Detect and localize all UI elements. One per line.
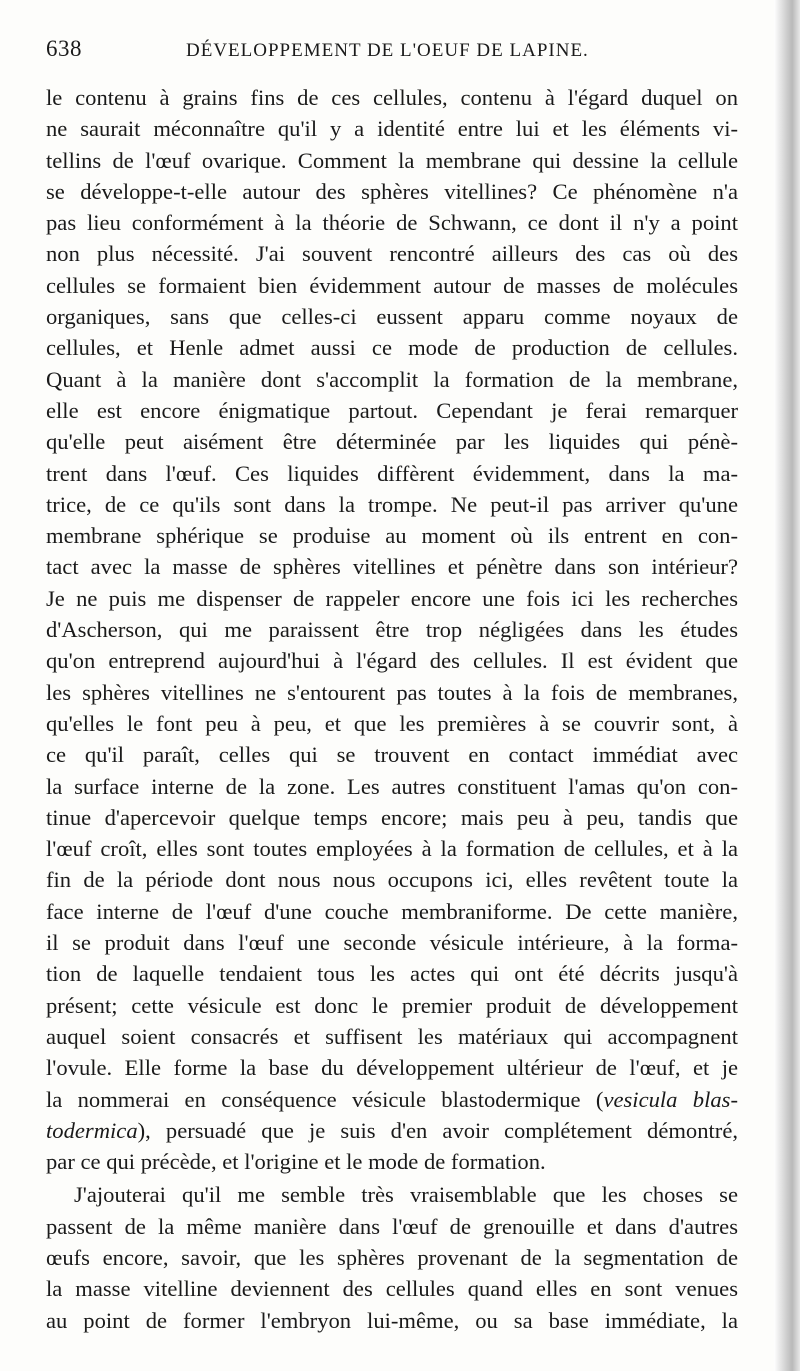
body-text (46, 82, 738, 1336)
text-line: le contenu à grains fins de ces cellules, contenu à l'égard duquel on (46, 85, 738, 110)
running-head: DÉVELOPPEMENT DE L'OEUF DE LAPINE. (186, 40, 589, 61)
text-line: tion de laquelle tendaient tous les actes qui ont été décrits jusqu'à (46, 961, 738, 987)
text-line: J'ajouterai qu'il me semble très vraisemblable que les choses se (74, 1182, 738, 1208)
text-line: tinue d'apercevoir quelque temps encore; mais peu à peu, tandis que (46, 804, 738, 830)
text-line: ce qu'il paraît, celles qui se trouvent en contact immédiat avec (46, 742, 738, 768)
book-spine-shadow (774, 0, 800, 1371)
text-line: Quant à la manière dont s'accomplit la formation de la membrane, (46, 366, 738, 392)
text-line: d'Ascherson, qui me paraissent être trop négligées dans les études (46, 617, 738, 643)
text-line: pas lieu conformément à la théorie de Schwann, ce dont il n'y a point (46, 210, 738, 236)
text-line: se développe-t-elle autour des sphères vitellines? Ce phénomène n'a (46, 178, 738, 204)
text-line: face interne de l'œuf d'une couche membraniforme. De cette manière, (46, 898, 738, 924)
text-line: par ce qui précède, et l'origine et le mode de formation. (46, 1149, 546, 1175)
text-line: trent dans l'œuf. Ces liquides diffèrent évidemment, dans la ma- (46, 460, 738, 486)
text-line: l'ovule. Elle forme la base du développement ultérieur de l'œuf, et je (46, 1055, 738, 1081)
text-line: ne saurait méconnaître qu'il y a identité entre lui et les éléments vi- (46, 116, 738, 142)
italic-term: vesicula blas- (603, 1086, 738, 1112)
text-line: cellules, et Henle admet aussi ce mode de production de cellules. (46, 335, 738, 361)
text-line: passent de la même manière dans l'œuf de grenouille et dans d'autres (46, 1213, 738, 1239)
text-line: trice, de ce qu'ils sont dans la trompe. Ne peut-il pas arriver qu'une (46, 491, 738, 517)
text-line: il se produit dans l'œuf une seconde vésicule intérieure, à la forma- (46, 930, 738, 956)
text-line: todermica), persuadé que je suis d'en avoir complétement démontré, (46, 1117, 738, 1143)
page-number: 638 (46, 36, 82, 61)
text-line: qu'elle peut aisément être déterminée par les liquides qui pénè- (46, 429, 738, 455)
page-header (46, 36, 738, 70)
text-line: au point de former l'embryon lui-même, ou sa base immédiate, la (46, 1307, 738, 1333)
text-line: qu'elles le font peu à peu, et que les premières à se couvrir sont, à (46, 710, 738, 736)
italic-term: todermica (46, 1117, 138, 1143)
text-line: cellules se formaient bien évidemment autour de masses de molécules (46, 272, 738, 298)
text-line: la nommerai en conséquence vésicule blastodermique (vesicula blas- (46, 1086, 738, 1112)
text-line: tellins de l'œuf ovarique. Comment la membrane qui dessine la cellule (46, 147, 738, 173)
text-line: la surface interne de la zone. Les autres constituent l'amas qu'on con- (46, 773, 738, 799)
text-line: non plus nécessité. J'ai souvent rencontré ailleurs des cas où des (46, 241, 738, 267)
text-line: la masse vitelline deviennent des cellules quand elles en sont venues (46, 1276, 738, 1302)
text-line: présent; cette vésicule est donc le premier produit de développement (46, 992, 738, 1018)
text-line: fin de la période dont nous nous occupons ici, elles revêtent toute la (46, 867, 738, 893)
text-line: qu'on entreprend aujourd'hui à l'égard des cellules. Il est évident que (46, 648, 738, 674)
text-line: les sphères vitellines ne s'entourent pas toutes à la fois de membranes, (46, 679, 738, 705)
text-line: tact avec la masse de sphères vitellines et pénètre dans son intérieur? (46, 554, 738, 580)
paragraph-1 (46, 82, 738, 1084)
text-line: organiques, sans que celles-ci eussent apparu comme noyaux de (46, 304, 738, 330)
text-line: elle est encore énigmatique partout. Cependant je ferai remarquer (46, 397, 738, 423)
text-line: Je ne puis me dispenser de rappeler encore une fois ici les recherches (46, 585, 738, 611)
text-line: auquel soient consacrés et suffisent les matériaux qui accompagnent (46, 1023, 738, 1049)
paragraph-2 (46, 1179, 738, 1335)
text-line: œufs encore, savoir, que les sphères provenant de la segmentation de (46, 1244, 738, 1270)
text-line: membrane sphérique se produise au moment où ils entrent en con- (46, 523, 738, 549)
text-line: l'œuf croît, elles sont toutes employées à la formation de cellules, et à la (46, 836, 738, 862)
